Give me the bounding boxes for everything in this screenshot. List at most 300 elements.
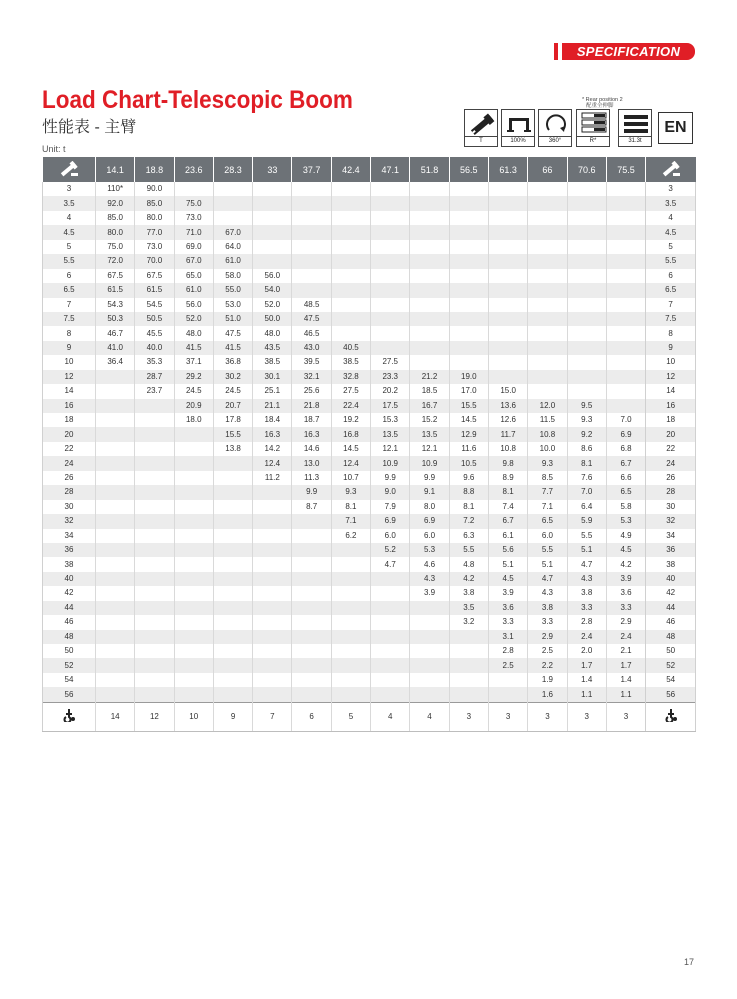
load-value-cell: 2.8 [488,644,527,658]
load-value-cell [331,687,370,702]
load-value-cell [606,269,645,283]
load-value-cell: 4.2 [449,572,488,586]
table-row [43,355,696,369]
load-value-cell [606,196,645,210]
reeving-cell: 12 [135,702,174,731]
load-value-cell [292,543,331,557]
load-value-cell [331,586,370,600]
load-value-cell: 4.6 [410,557,449,571]
radius-cell-right: 7.5 [646,312,696,326]
load-value-cell [449,298,488,312]
boom-length-header: 51.8 [410,157,449,182]
load-value-cell [606,182,645,196]
load-value-cell [371,687,410,702]
load-value-cell: 1.9 [528,673,567,687]
load-value-cell: 50.3 [96,312,135,326]
load-value-cell: 53.0 [213,298,252,312]
load-value-cell [292,601,331,615]
load-value-cell: 28.7 [135,370,174,384]
load-value-cell [528,211,567,225]
load-value-cell: 7.9 [371,500,410,514]
load-value-cell: 22.4 [331,399,370,413]
load-value-cell: 10.5 [449,456,488,470]
radius-cell: 8 [43,326,96,340]
load-value-cell [528,384,567,398]
load-value-cell [567,269,606,283]
load-value-cell [253,644,292,658]
load-value-cell [135,615,174,629]
radius-cell-right: 44 [646,601,696,615]
load-value-cell [606,326,645,340]
icon-caption: 100% [502,136,534,146]
load-value-cell [292,586,331,600]
load-value-cell [96,442,135,456]
load-value-cell: 3.5 [449,601,488,615]
load-value-cell [567,182,606,196]
load-value-cell: 11.2 [253,471,292,485]
load-value-cell: 15.5 [449,399,488,413]
table-row [43,514,696,528]
load-value-cell [292,269,331,283]
radius-cell: 5.5 [43,254,96,268]
load-value-cell [528,240,567,254]
load-value-cell [488,240,527,254]
load-value-cell [253,240,292,254]
table-row [43,442,696,456]
load-value-cell [135,427,174,441]
load-value-cell [606,211,645,225]
load-value-cell [528,355,567,369]
load-value-cell [410,254,449,268]
boom-length-header: 66 [528,157,567,182]
load-value-cell: 80.0 [135,211,174,225]
radius-cell: 4.5 [43,225,96,239]
load-value-cell [331,240,370,254]
load-value-cell [253,254,292,268]
table-row [43,312,696,326]
radius-cell-right: 40 [646,572,696,586]
load-value-cell [488,254,527,268]
load-value-cell [528,196,567,210]
table-row [43,341,696,355]
load-value-cell: 5.8 [606,500,645,514]
load-value-cell [606,384,645,398]
load-value-cell [96,500,135,514]
radius-cell: 16 [43,399,96,413]
load-value-cell: 55.0 [213,283,252,297]
load-value-cell [292,615,331,629]
load-value-cell: 35.3 [135,355,174,369]
load-value-cell [371,196,410,210]
load-value-cell [331,543,370,557]
load-value-cell: 9.2 [567,427,606,441]
load-value-cell [410,298,449,312]
load-value-cell: 73.0 [174,211,213,225]
radius-cell-right: 36 [646,543,696,557]
reeving-cell: 3 [606,702,645,731]
radius-cell-right: 26 [646,471,696,485]
radius-cell: 3.5 [43,196,96,210]
radius-cell-right: 10 [646,355,696,369]
boom-length-header: 28.3 [213,157,252,182]
load-value-cell: 52.0 [253,298,292,312]
load-value-cell: 3.9 [410,586,449,600]
load-value-cell: 12.1 [410,442,449,456]
load-value-cell: 8.1 [449,500,488,514]
load-value-cell: 23.7 [135,384,174,398]
load-value-cell [213,543,252,557]
load-value-cell: 43.5 [253,341,292,355]
load-value-cell: 2.1 [606,644,645,658]
radius-cell-right: 46 [646,615,696,629]
table-row [43,601,696,615]
load-value-cell [449,240,488,254]
load-value-cell: 12.0 [528,399,567,413]
load-value-cell: 3.8 [528,601,567,615]
load-value-cell: 85.0 [135,196,174,210]
load-value-cell: 6.0 [528,529,567,543]
load-value-cell [567,326,606,340]
page-subtitle: 性能表 - 主臂 [42,119,137,136]
load-value-cell: 67.5 [135,269,174,283]
load-value-cell [371,240,410,254]
load-value-cell [606,225,645,239]
load-value-cell: 39.5 [292,355,331,369]
load-value-cell: 40.5 [331,341,370,355]
load-value-cell: 20.9 [174,399,213,413]
load-value-cell [371,182,410,196]
boom-length-header: 23.6 [174,157,213,182]
load-value-cell: 20.7 [213,399,252,413]
load-value-cell [488,182,527,196]
load-value-cell: 40.0 [135,341,174,355]
load-value-cell: 2.5 [488,658,527,672]
load-value-cell: 9.8 [488,456,527,470]
load-value-cell: 10.9 [410,456,449,470]
load-value-cell [331,572,370,586]
load-value-cell: 3.8 [449,586,488,600]
radius-cell-right: 3.5 [646,196,696,210]
load-value-cell [567,240,606,254]
radius-cell-right: 12 [646,370,696,384]
load-value-cell: 27.5 [331,384,370,398]
load-value-cell [96,615,135,629]
boom-length-header: 37.7 [292,157,331,182]
hook-reeving-icon [43,702,96,731]
load-value-cell: 3.3 [606,601,645,615]
load-value-cell [135,399,174,413]
reeving-cell: 3 [449,702,488,731]
load-value-cell: 1.1 [606,687,645,702]
load-value-cell [528,298,567,312]
load-value-cell [135,500,174,514]
load-value-cell [174,601,213,615]
load-value-cell [331,225,370,239]
load-value-cell [371,341,410,355]
load-value-cell: 67.5 [96,269,135,283]
radius-cell: 7 [43,298,96,312]
load-value-cell: 6.2 [331,529,370,543]
table-row [43,283,696,297]
radius-cell-right: 5.5 [646,254,696,268]
load-value-cell [135,471,174,485]
load-value-cell [213,687,252,702]
radius-cell: 52 [43,658,96,672]
boom-length-header: 18.8 [135,157,174,182]
radius-cell: 38 [43,557,96,571]
radius-cell-right: 20 [646,427,696,441]
load-value-cell [174,557,213,571]
load-value-cell: 1.6 [528,687,567,702]
load-value-cell: 5.5 [567,529,606,543]
load-value-cell [488,687,527,702]
load-value-cell: 3.1 [488,630,527,644]
load-value-cell: 45.5 [135,326,174,340]
load-value-cell [410,601,449,615]
load-value-cell: 5.1 [528,557,567,571]
load-value-cell [449,211,488,225]
load-value-cell: 3.3 [567,601,606,615]
load-value-cell: 2.4 [606,630,645,644]
table-row [43,240,696,254]
load-value-cell [567,384,606,398]
radius-cell-right: 54 [646,673,696,687]
slew-icon [538,109,572,147]
table-row [43,225,696,239]
radius-cell: 28 [43,485,96,499]
load-value-cell [606,298,645,312]
load-value-cell [213,658,252,672]
load-value-cell: 52.0 [174,312,213,326]
load-value-cell: 48.0 [253,326,292,340]
load-value-cell: 50.5 [135,312,174,326]
load-value-cell: 56.0 [253,269,292,283]
load-value-cell [567,298,606,312]
load-value-cell: 12.6 [488,413,527,427]
table-row [43,572,696,586]
load-value-cell [371,630,410,644]
load-value-cell: 6.8 [606,442,645,456]
load-value-cell [331,298,370,312]
load-value-cell: 6.5 [606,485,645,499]
load-value-cell: 61.0 [174,283,213,297]
load-value-cell: 2.0 [567,644,606,658]
load-value-cell: 4.7 [528,572,567,586]
load-value-cell: 30.2 [213,370,252,384]
reeving-row [43,702,696,731]
load-value-cell [96,471,135,485]
table-row [43,500,696,514]
specification-tab [554,43,695,60]
radius-cell: 54 [43,673,96,687]
table-row [43,399,696,413]
load-value-cell [174,658,213,672]
load-value-cell [371,601,410,615]
load-value-cell: 15.0 [488,384,527,398]
load-value-cell: 13.5 [371,427,410,441]
load-value-cell [292,630,331,644]
load-value-cell [292,254,331,268]
load-value-cell [96,543,135,557]
radius-cell-right: 6 [646,269,696,283]
load-value-cell: 9.3 [331,485,370,499]
load-value-cell [213,557,252,571]
spec-tab-label: SPECIFICATION [562,43,695,60]
radius-cell: 18 [43,413,96,427]
load-value-cell [96,658,135,672]
load-value-cell [96,630,135,644]
load-value-cell [135,586,174,600]
load-value-cell [213,471,252,485]
load-value-cell: 7.1 [528,500,567,514]
radius-cell-right: 4.5 [646,225,696,239]
load-value-cell [213,529,252,543]
reeving-cell: 9 [213,702,252,731]
boom-length-header: 14.1 [96,157,135,182]
reeving-cell: 3 [528,702,567,731]
load-value-cell [253,211,292,225]
radius-cell-right: 8 [646,326,696,340]
load-value-cell [371,658,410,672]
load-value-cell [371,269,410,283]
radius-cell-right: 56 [646,687,696,702]
load-value-cell: 46.5 [292,326,331,340]
load-value-cell [292,196,331,210]
load-value-cell [449,673,488,687]
load-value-cell: 43.0 [292,341,331,355]
load-value-cell: 9.0 [371,485,410,499]
load-value-cell [96,485,135,499]
load-value-cell [488,312,527,326]
load-value-cell [410,225,449,239]
load-value-cell: 8.5 [528,471,567,485]
load-value-cell [135,456,174,470]
load-value-cell: 41.5 [174,341,213,355]
load-value-cell [606,283,645,297]
load-value-cell [488,269,527,283]
load-value-cell [213,485,252,499]
load-value-cell [174,471,213,485]
load-value-cell: 4.3 [567,572,606,586]
load-value-cell [135,413,174,427]
load-value-cell [567,254,606,268]
language-badge: EN [658,112,693,144]
load-value-cell [528,341,567,355]
load-value-cell [371,225,410,239]
load-value-cell [213,182,252,196]
load-value-cell [135,557,174,571]
load-value-cell [135,644,174,658]
load-value-cell: 8.1 [567,456,606,470]
table-row [43,673,696,687]
load-value-cell [488,298,527,312]
load-value-cell: 8.8 [449,485,488,499]
load-value-cell: 15.5 [213,427,252,441]
load-value-cell: 90.0 [135,182,174,196]
load-value-cell: 12.4 [253,456,292,470]
load-value-cell: 32.1 [292,370,331,384]
load-value-cell [410,196,449,210]
load-value-cell [331,658,370,672]
table-row [43,413,696,427]
load-value-cell: 13.6 [488,399,527,413]
boom-length-header: 70.6 [567,157,606,182]
load-value-cell: 19.0 [449,370,488,384]
load-value-cell [410,182,449,196]
load-value-cell [135,529,174,543]
load-value-cell [331,615,370,629]
load-value-cell [96,687,135,702]
load-value-cell [371,312,410,326]
load-value-cell: 15.3 [371,413,410,427]
load-value-cell [96,572,135,586]
load-value-cell [371,254,410,268]
load-value-cell: 7.4 [488,500,527,514]
reeving-cell: 3 [488,702,527,731]
load-value-cell: 4.5 [488,572,527,586]
load-value-cell [410,673,449,687]
load-value-cell [449,341,488,355]
load-value-cell [410,312,449,326]
load-value-cell: 11.7 [488,427,527,441]
radius-cell: 6.5 [43,283,96,297]
load-value-cell: 12.9 [449,427,488,441]
load-value-cell [331,182,370,196]
load-value-cell: 70.0 [135,254,174,268]
load-value-cell: 14.5 [331,442,370,456]
load-value-cell: 18.0 [174,413,213,427]
load-value-cell [606,312,645,326]
load-value-cell [488,196,527,210]
load-value-cell [410,211,449,225]
load-value-cell: 6.6 [606,471,645,485]
load-value-cell [449,326,488,340]
load-value-cell: 17.0 [449,384,488,398]
radius-cell-right: 5 [646,240,696,254]
load-value-cell: 92.0 [96,196,135,210]
load-value-cell [174,687,213,702]
load-value-cell [253,225,292,239]
load-value-cell: 6.4 [567,500,606,514]
load-value-cell [292,283,331,297]
load-value-cell: 48.5 [292,298,331,312]
load-value-cell: 110* [96,182,135,196]
load-value-cell [253,658,292,672]
radius-cell-right: 50 [646,644,696,658]
load-value-cell: 5.9 [567,514,606,528]
radius-cell: 9 [43,341,96,355]
load-value-cell [96,557,135,571]
radius-cell: 48 [43,630,96,644]
load-value-cell [135,658,174,672]
load-value-cell: 1.1 [567,687,606,702]
load-value-cell: 47.5 [292,312,331,326]
load-value-cell: 18.4 [253,413,292,427]
load-value-cell [174,514,213,528]
load-value-cell [292,240,331,254]
load-value-cell: 10.9 [371,456,410,470]
load-value-cell [253,673,292,687]
load-value-cell: 4.3 [528,586,567,600]
load-value-cell [331,557,370,571]
load-value-cell: 7.0 [567,485,606,499]
load-value-cell [371,673,410,687]
load-value-cell: 3.6 [488,601,527,615]
load-value-cell [174,543,213,557]
load-value-cell: 5.3 [410,543,449,557]
load-value-cell [331,326,370,340]
reeving-cell: 7 [253,702,292,731]
